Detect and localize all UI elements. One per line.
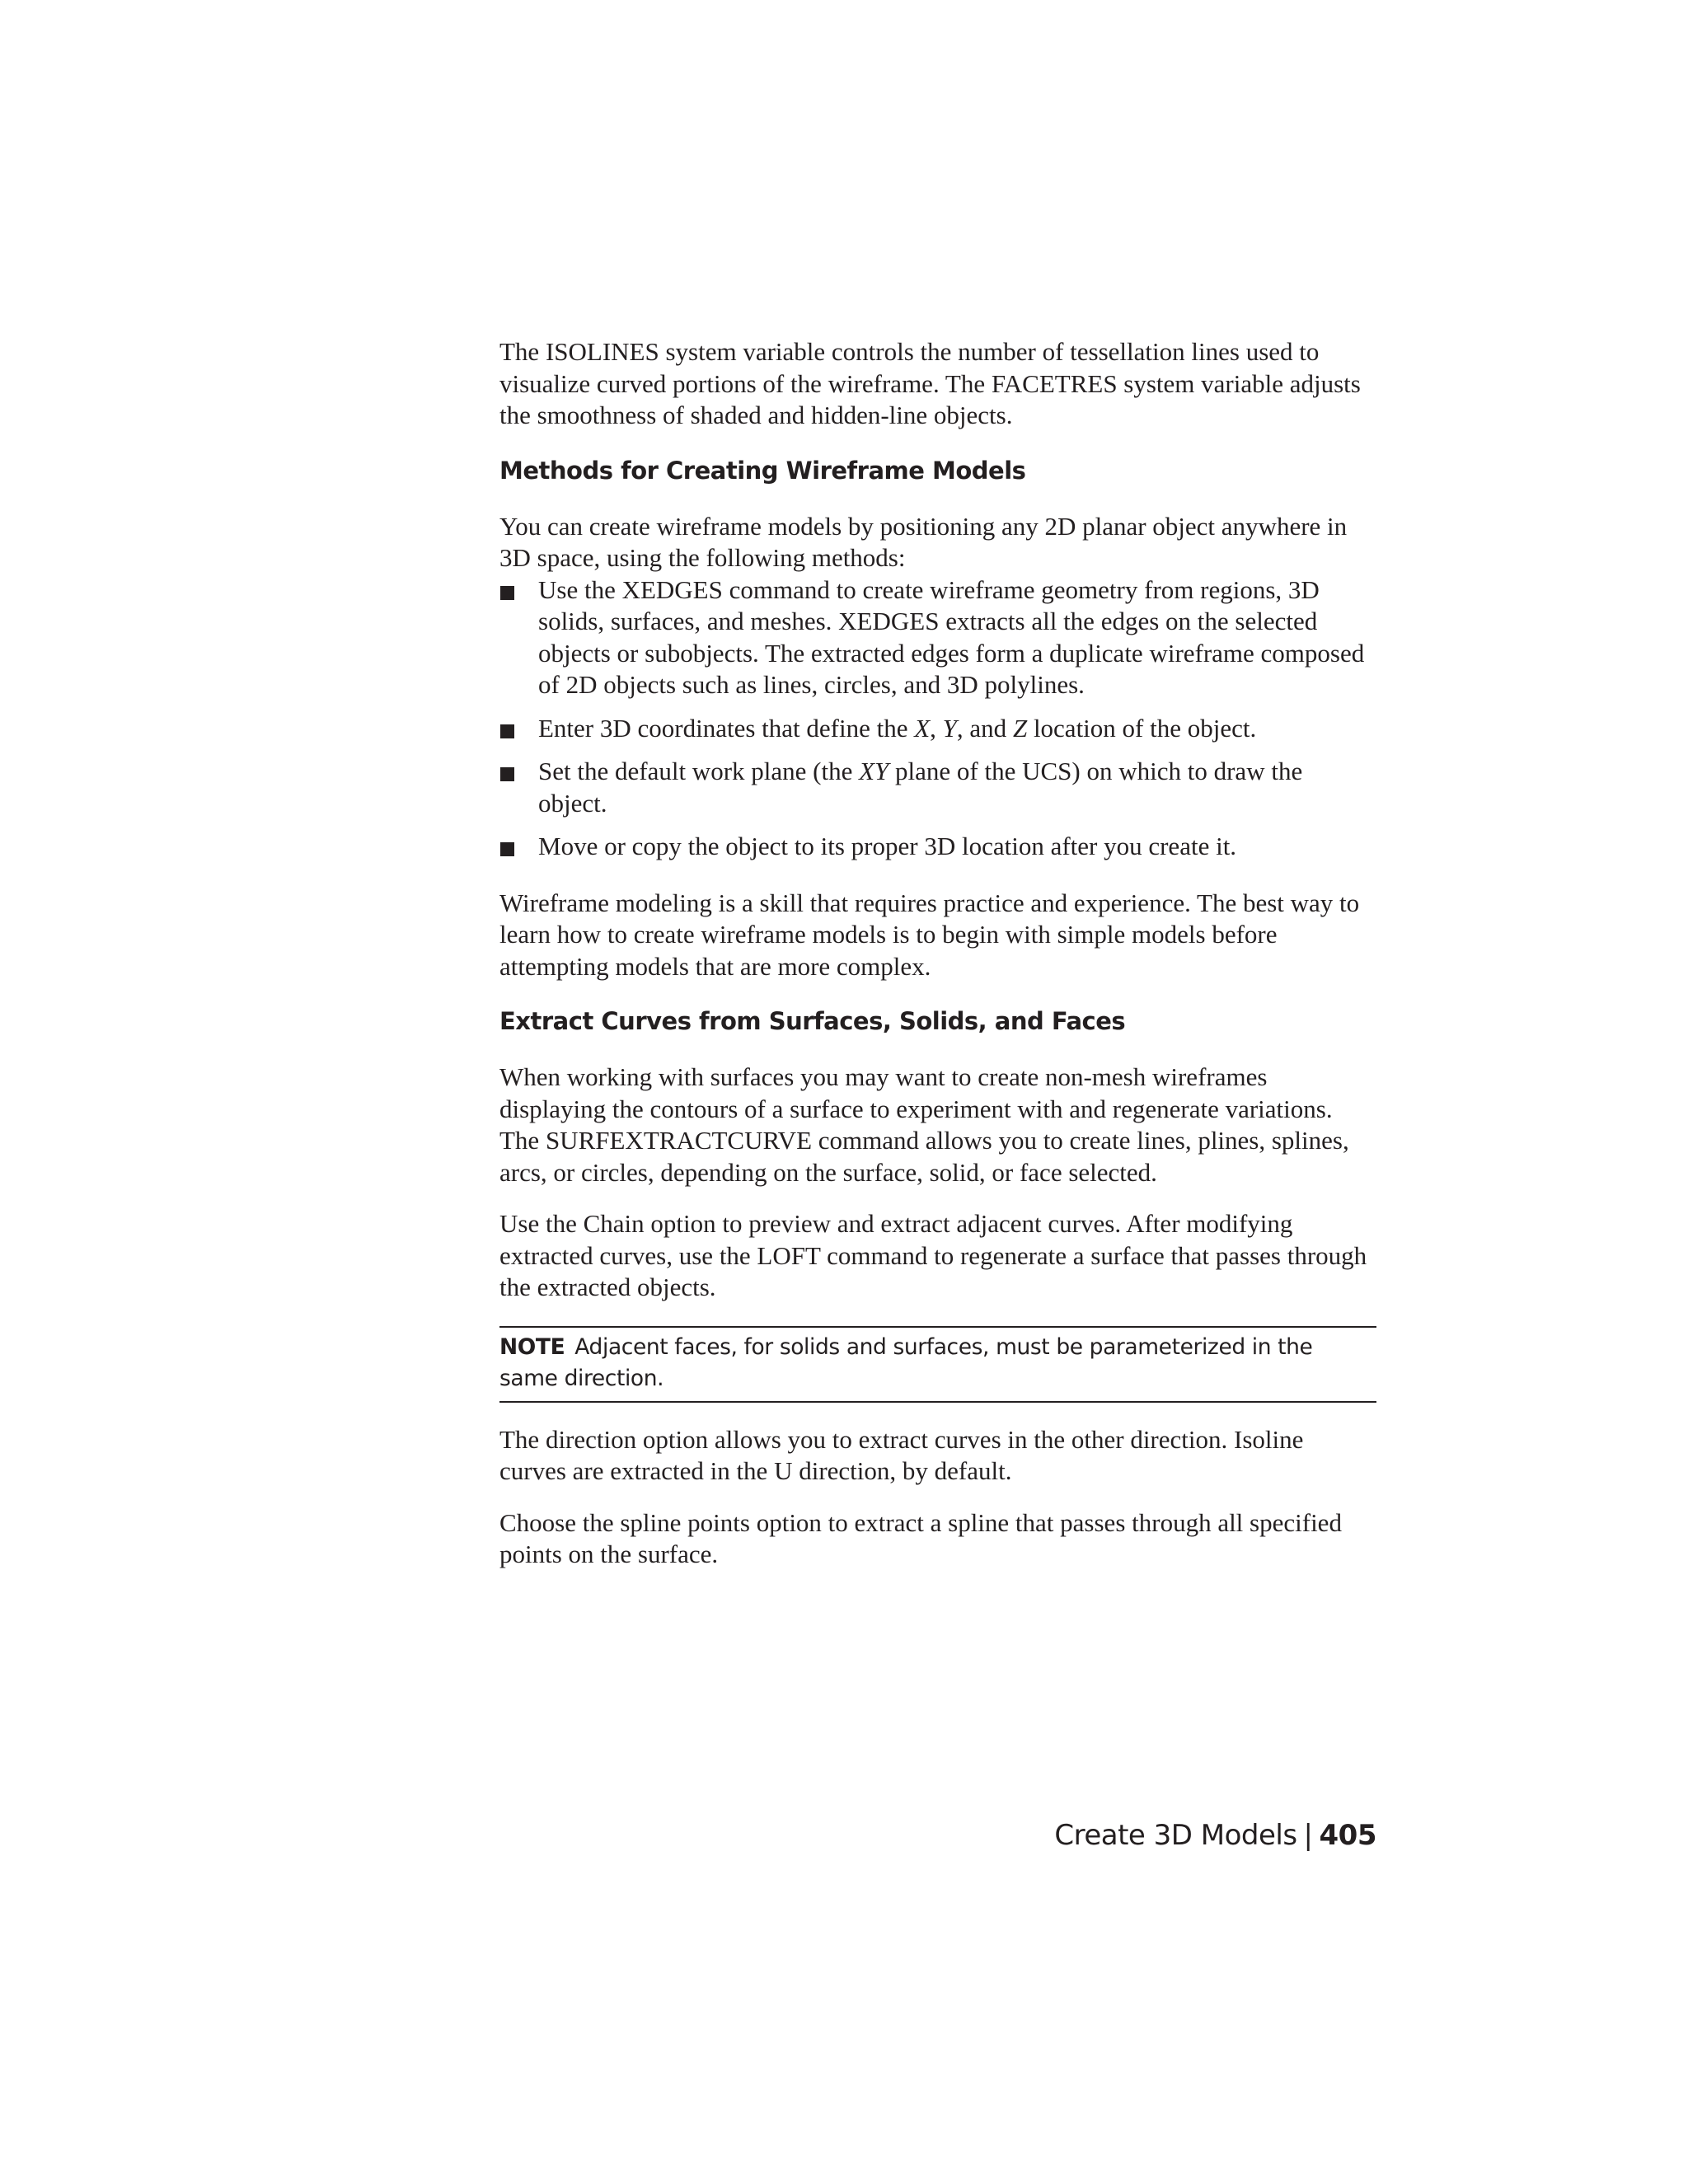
note-box xyxy=(499,1326,1376,1403)
methods-intro-paragraph: You can create wireframe models by positioning any 2D planar object anywhere in 3D space, using the following methods: xyxy=(499,511,1348,572)
page-footer xyxy=(1054,1818,1376,1853)
bullet-square-icon xyxy=(500,842,514,856)
surfextractcurve-paragraph: When working with surfaces you may want to create non-mesh wireframes displaying the contours of a surface to experiment with and regenerate variations. The SURFEXTRACTCURVE command allows you to create lines, plines, splines, arcs, or circles, depending on the surface, solid, or face selected. xyxy=(499,1062,1349,1187)
list-item xyxy=(499,574,1376,701)
list-item xyxy=(499,713,1376,745)
direction-option-paragraph: The direction option allows you to extract curves in the other direction. Isoline curves are extracted in the U direction, by default. xyxy=(499,1424,1304,1485)
section-heading-extract-curves: Extract Curves from Surfaces, Solids, and Faces xyxy=(499,1007,1126,1035)
methods-list xyxy=(499,574,1376,863)
note-label: NOTE xyxy=(499,1333,565,1360)
page-content xyxy=(499,336,1376,1591)
chain-option-paragraph: Use the Chain option to preview and extract adjacent curves. After modifying extracted curves, use the LOFT command to regenerate a surface that passes through the extracted objects. xyxy=(499,1209,1367,1301)
section-heading-wireframe-methods: Methods for Creating Wireframe Models xyxy=(499,456,1026,485)
bullet-square-icon xyxy=(500,586,514,600)
list-item-text: Set the default work plane (the XY plane of the UCS) on which to draw the object. xyxy=(538,757,1303,818)
list-item xyxy=(499,831,1376,863)
bullet-square-icon xyxy=(500,767,514,781)
intro-paragraph: The ISOLINES system variable controls the number of tessellation lines used to visualize curved portions of the wireframe. The FACETRES system variable adjusts the smoothness of shaded and hidden-line objects. xyxy=(499,337,1361,429)
wireframe-skill-paragraph: Wireframe modeling is a skill that requires practice and experience. The best way to learn how to create wireframe models is to begin with simple models before attempting models that are more complex. xyxy=(499,888,1360,981)
footer-separator: | xyxy=(1303,1819,1313,1852)
note-text: Adjacent faces, for solids and surfaces, must be parameterized in the same direction. xyxy=(499,1333,1313,1391)
spline-points-paragraph: Choose the spline points option to extract a spline that passes through all specified points on the surface. xyxy=(499,1507,1342,1568)
list-item-text: Enter 3D coordinates that define the X, Y, and Z location of the object. xyxy=(538,713,1257,743)
list-item-text: Use the XEDGES command to create wireframe geometry from regions, 3D solids, surfaces, and meshes. XEDGES extracts all the edges on the selected objects or subobjects. The extracted edges form a duplicate wireframe composed of 2D objects such as lines, circles, and 3D polylines. xyxy=(538,574,1365,699)
page-number: 405 xyxy=(1319,1819,1376,1852)
bullet-square-icon xyxy=(500,724,514,738)
list-item xyxy=(499,756,1376,819)
footer-chapter-title: Create 3D Models xyxy=(1054,1819,1297,1852)
list-item-text: Move or copy the object to its proper 3D location after you create it. xyxy=(538,832,1237,860)
